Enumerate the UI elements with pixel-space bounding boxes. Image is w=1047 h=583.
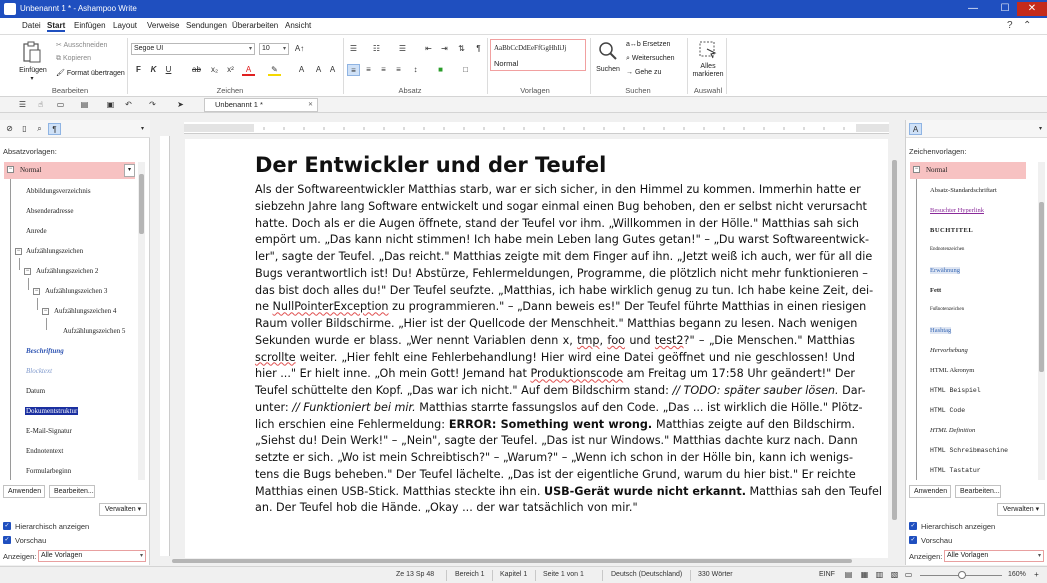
highlight-color-icon[interactable]: ✎ — [268, 64, 281, 76]
style-item[interactable]: Abbildungsverzeichnis — [26, 187, 91, 195]
close-button[interactable]: ✕ — [1017, 2, 1047, 16]
chapter-indicator: Kapitel 1 — [500, 571, 528, 578]
reading-view-icon[interactable]: ▭ — [904, 570, 913, 579]
tree-connector — [28, 278, 29, 290]
formatted-text[interactable]: // Funktioniert bei mir. — [292, 400, 416, 414]
document-line[interactable]: unter: // Funktioniert bei mir. Matthias starrte fassungslos auf den Code. „Das ... ist wirklich die Hölle." Plötz- — [255, 400, 863, 414]
char-style-item[interactable]: Hashtag — [930, 327, 952, 334]
paste-icon — [22, 41, 42, 63]
document-line[interactable]: Bugs verantwortlich ist! Du! Abstürze, Fehlermeldungen, Programme, die plötzlich nicht mehr funktionieren – — [255, 266, 868, 280]
character-styles-icon[interactable]: A — [909, 123, 922, 135]
char-style-item[interactable]: Endnotenzeichen — [930, 247, 965, 252]
align-left-icon[interactable]: ≡ — [347, 64, 360, 76]
pointer-icon[interactable]: ➤ — [177, 100, 184, 109]
font-size-value: 10 — [262, 45, 270, 52]
style-item[interactable]: E-Mail-Signatur — [26, 427, 72, 435]
tree-connector — [916, 168, 917, 480]
char-style-item[interactable]: Erwähnung — [930, 267, 960, 274]
help-icon[interactable]: ? — [1007, 20, 1013, 31]
document-line[interactable]: scrollte weiter. „Hier fehlt eine Fehlerbehandlung! Hier wird eine Datei geöffnet und nie geschlossen! Und — [255, 350, 855, 364]
minimize-button[interactable]: — — [968, 3, 978, 14]
style-item[interactable]: Endnotentext — [26, 447, 64, 455]
text-effects-icon[interactable]: A — [298, 65, 305, 74]
search-button[interactable] — [594, 39, 622, 79]
web-view-icon[interactable]: ▥ — [875, 570, 884, 579]
document-heading[interactable]: Der Entwickler und der Teufel — [255, 153, 607, 177]
insert-mode[interactable]: EINF — [819, 571, 835, 578]
panel-toolbar — [0, 120, 150, 138]
borders-icon[interactable]: □ — [463, 65, 468, 74]
edit-char-style-button[interactable]: Bearbeiten... — [955, 485, 1001, 498]
apply-char-style-button[interactable]: Anwenden — [909, 485, 951, 498]
edit-style-button[interactable]: Bearbeiten... — [49, 485, 95, 498]
app-icon — [4, 3, 16, 15]
chevron-down-icon: ▾ — [137, 506, 142, 513]
bold-button[interactable]: F — [136, 65, 141, 74]
document-line[interactable]: ler", sagte der Teufel. „Das reicht." Matthias zeigte mit dem Finger auf ihn. „Jetzt weiß ich auch, wer für all die — [255, 250, 873, 263]
chevron-down-icon: ▾ — [1037, 553, 1041, 559]
spelling-error[interactable]: test2 — [654, 333, 684, 347]
ribbon — [0, 35, 1047, 97]
char-style-item[interactable]: HTML Tastatur — [930, 467, 981, 474]
status-separator — [446, 570, 447, 581]
new-document-icon[interactable]: ▭ — [56, 100, 65, 109]
paragraph-marks-icon[interactable]: ¶ — [476, 44, 481, 53]
horizontal-ruler[interactable] — [184, 122, 889, 134]
scrollbar-thumb[interactable] — [1039, 202, 1044, 372]
apply-style-button[interactable]: Anwenden — [3, 485, 45, 498]
formatted-text[interactable]: ERROR: Something went wrong. — [448, 417, 653, 431]
paste-dropdown-icon: ▾ — [30, 76, 34, 82]
document-line[interactable]: hier ..." Er hielt inne. „Oh mein Gott! Jemand hat Produktionscode am Freitag um 17:58 Uhr geändert!" Der — [255, 367, 855, 381]
group-label-suchen: Suchen — [625, 86, 651, 95]
format-painter-label: Format übertragen — [66, 70, 125, 77]
chevron-down-icon: ▾ — [282, 46, 286, 52]
style-item[interactable]: Anrede — [26, 227, 47, 235]
redo-icon[interactable]: ↷ — [149, 100, 156, 109]
zoom-in-icon[interactable]: + — [1034, 570, 1039, 579]
underline-button[interactable]: U — [165, 65, 172, 74]
tree-connector — [19, 258, 20, 270]
char-style-item-normal[interactable] — [910, 162, 1026, 179]
save-icon[interactable]: ▣ — [106, 100, 115, 109]
document-tab-label: Unbenannt 1 * — [215, 100, 263, 109]
char-style-item[interactable]: BUCHTITEL — [930, 227, 974, 234]
bullet-list-icon[interactable]: ☰ — [349, 44, 358, 53]
show-filter-select[interactable] — [944, 550, 1044, 562]
title-bar — [0, 0, 1047, 18]
section-indicator: Bereich 1 — [455, 571, 485, 578]
show-filter-select[interactable] — [38, 550, 146, 562]
style-preview-text: AaBbCcDdEeFfGgHhIiJj — [494, 44, 567, 52]
tab-sendungen[interactable]: Sendungen — [186, 21, 227, 30]
document-line[interactable]: Teufel schüttelte den Kopf. „Das war ich nicht." Auf dem Bildschirm stand: // TODO: später sauber lösen. Dar- — [255, 384, 866, 397]
font-name-value: Segoe UI — [134, 45, 164, 52]
spelling-error[interactable]: tmp — [577, 333, 600, 347]
sort-icon[interactable]: ⇅ — [458, 44, 465, 53]
document-scrollbar[interactable] — [891, 136, 898, 556]
style-item-normal[interactable] — [4, 162, 135, 179]
maximize-button[interactable]: ☐ — [1000, 3, 1010, 14]
search-label: Suchen — [596, 66, 620, 73]
goto-label: Gehe zu — [634, 69, 662, 76]
outline-view-icon[interactable]: ▧ — [890, 570, 899, 579]
window-title: Unbenannt 1 * - Ashampoo Write — [20, 4, 137, 13]
hierarchical-label: Hierarchisch anzeigen — [921, 522, 996, 531]
show-filter-value: Alle Vorlagen — [41, 552, 83, 559]
cut-label: Ausschneiden — [63, 42, 108, 49]
style-item[interactable]: Absenderadresse — [26, 207, 74, 215]
char-style-item[interactable]: Fußnotenzeichen — [930, 307, 965, 312]
style-item[interactable]: Datum — [26, 387, 46, 395]
chevron-down-icon[interactable]: ▾ — [140, 126, 144, 132]
copy-label: Kopieren — [62, 55, 91, 62]
style-item[interactable]: Aufzählungszeichen 5 — [63, 327, 126, 335]
navigator-icon[interactable]: ⊘ — [6, 124, 13, 133]
document-line[interactable]: Als der Softwareentwickler Matthias starb, war er sich sicher, in den Himmel zu kommen. Immerhin hatte er — [255, 183, 861, 196]
numbered-list-icon[interactable]: ☷ — [372, 44, 381, 53]
justify-icon[interactable]: ≡ — [396, 65, 401, 74]
hierarchical-checkbox[interactable]: ✓ — [4, 523, 10, 529]
undo-icon[interactable]: ↶ — [125, 100, 132, 109]
hierarchical-checkbox[interactable]: ✓ — [910, 523, 916, 529]
hierarchical-label: Hierarchisch anzeigen — [15, 522, 90, 531]
document-tab[interactable] — [204, 98, 318, 112]
group-label-auswahl: Auswahl — [693, 86, 723, 95]
document-line[interactable]: „Siehst du! Dein Werk!" – „Nein", sagte der Teufel. „Das ist nur Windows." Matthias dachte kurz nach. Dann — [255, 434, 858, 448]
collapse-icon[interactable]: − — [914, 166, 919, 172]
vertical-ruler[interactable] — [160, 136, 170, 556]
tree-connector — [37, 298, 38, 310]
char-style-item[interactable]: Fett — [930, 287, 942, 294]
spelling-error[interactable]: foo — [607, 333, 626, 347]
search-icon — [598, 41, 618, 61]
style-item[interactable]: Beschriftung — [26, 347, 64, 355]
sidebar-toggle-icon[interactable]: ☰ — [18, 100, 27, 109]
zoom-slider-knob[interactable] — [958, 571, 966, 579]
preview-checkbox[interactable]: ✓ — [4, 537, 10, 543]
word-count: 330 Wörter — [698, 571, 733, 578]
scrollbar-thumb[interactable] — [892, 160, 897, 520]
scrollbar-thumb[interactable] — [139, 174, 144, 234]
paste-label: Einfügen — [19, 67, 47, 74]
replace-label: Ersetzen — [642, 41, 671, 48]
decrease-indent-icon[interactable]: ⇤ — [425, 44, 432, 53]
tree-connector — [10, 168, 11, 480]
ruler-ticks — [184, 122, 889, 134]
goto-icon: → — [626, 69, 633, 76]
layout-view-icon[interactable]: ▤ — [844, 570, 853, 579]
paste-button[interactable] — [14, 39, 50, 81]
manage-char-styles-label: Verwalten — [1002, 506, 1034, 513]
style-item[interactable]: Aufzählungszeichen — [26, 247, 84, 255]
tree-connector — [46, 318, 47, 330]
increase-indent-icon[interactable]: ⇥ — [441, 44, 448, 53]
show-label: Anzeigen: — [3, 552, 37, 561]
group-label-bearbeiten: Bearbeiten — [51, 86, 89, 95]
replace-icon: a↔b — [626, 41, 641, 48]
chevron-down-icon: ▾ — [139, 553, 143, 559]
paragraph-styles-panel — [0, 120, 150, 565]
style-item[interactable]: Blocktext — [26, 367, 53, 375]
status-separator — [690, 570, 691, 581]
font-color-icon[interactable]: A — [242, 64, 255, 76]
status-separator — [602, 570, 603, 581]
document-line[interactable]: das bist doch alles du!" Der Teufel seufzte. „Matthias, ich habe wirklich genug zu tun. Ich habe keine Zeit, dei- — [255, 283, 874, 297]
zoom-level[interactable]: 160% — [1008, 571, 1026, 578]
page-indicator: Seite 1 von 1 — [543, 571, 584, 578]
close-tab-icon[interactable]: ✕ — [307, 102, 313, 108]
char-style-item[interactable]: HTML Schreibmaschine — [930, 447, 1009, 454]
chevron-down-icon[interactable]: ▾ — [124, 164, 135, 177]
tab-layout[interactable]: Layout — [113, 21, 138, 30]
spelling-error[interactable]: Produktionscode — [530, 367, 624, 381]
replace-button[interactable] — [626, 41, 670, 48]
scrollbar-thumb[interactable] — [172, 559, 852, 563]
open-folder-icon[interactable]: ▤ — [80, 100, 89, 109]
group-label-vorlagen: Vorlagen — [520, 86, 550, 95]
formatted-text[interactable]: // TODO: später sauber lösen. — [672, 384, 839, 397]
language-indicator[interactable]: Deutsch (Deutschland) — [611, 571, 683, 578]
manage-styles-button[interactable] — [99, 503, 147, 516]
select-all-label-1: Alles — [700, 63, 716, 70]
spelling-error[interactable]: scrollte — [255, 350, 296, 364]
cursor-position: Ze 13 Sp 48 — [396, 571, 435, 578]
manage-styles-label: Verwalten — [104, 506, 136, 513]
document-page[interactable] — [185, 139, 888, 560]
find-next-label: Weitersuchen — [631, 55, 675, 62]
document-line[interactable]: empört um. „Das kann nicht stimmen! Ich habe mein Leben lang Gutes getan!" – „Du warst Softwareentwick- — [255, 233, 870, 247]
tab-verweise[interactable]: Verweise — [147, 21, 180, 30]
ribbon-separator — [127, 38, 128, 94]
goto-button[interactable] — [626, 69, 661, 76]
style-item[interactable]: Aufzählungszeichen 2 — [36, 267, 99, 275]
chevron-down-icon: ▾ — [1035, 506, 1040, 513]
document-line[interactable]: ne NullPointerException zu programmieren." – „Dann beweis es!" Der Teufel führte Matthias in einen riesigen — [255, 300, 867, 314]
collapse-ribbon-icon[interactable]: ⌃ — [1023, 20, 1032, 31]
status-bar — [0, 566, 1047, 583]
preview-checkbox[interactable]: ✓ — [910, 537, 916, 543]
select-all-button[interactable] — [692, 39, 724, 81]
strikethrough-button[interactable]: ab — [192, 65, 201, 74]
panel-toolbar — [906, 120, 1047, 138]
panel-heading: Zeichenvorlagen: — [909, 147, 967, 156]
document-line[interactable]: siebzehn Jahre lang Software entwickelt und sogar einmal einen Bug behoben, den er selbst nicht verursacht — [255, 199, 867, 213]
spelling-error[interactable]: NullPointerException — [272, 300, 389, 314]
ribbon-separator — [726, 38, 727, 94]
superscript-button[interactable]: x² — [227, 65, 234, 74]
char-style-item[interactable]: HTML Definition — [930, 427, 976, 434]
select-all-icon — [699, 41, 717, 59]
style-current-value: Normal — [494, 59, 519, 68]
collapse-icon[interactable]: − — [34, 288, 39, 294]
ribbon-separator — [343, 38, 344, 94]
search-icon[interactable]: ⌕ — [37, 124, 42, 133]
tab-datei[interactable]: Datei — [22, 21, 41, 30]
tab-start[interactable]: Start — [47, 21, 66, 30]
document-line[interactable]: lich erschien eine Fehlermeldung: ERROR: Something went wrong. Matthias zeigte auf den Bildschirm. — [255, 417, 856, 431]
style-gallery[interactable] — [490, 39, 586, 71]
format-painter-icon: 🖌 — [56, 70, 65, 77]
tab-ansicht[interactable]: Ansicht — [285, 21, 312, 30]
style-item[interactable]: Dokumentstruktur — [26, 407, 78, 415]
touch-mode-icon[interactable]: ☝ — [38, 100, 43, 109]
font-size-combo[interactable] — [259, 43, 289, 55]
align-right-icon[interactable]: ≡ — [381, 65, 386, 74]
find-next-icon: ⌕ — [626, 55, 630, 62]
char-style-scrollbar[interactable] — [1038, 162, 1045, 480]
document-line[interactable]: setzte er sich. „Wo ist mein Schreibtisch?" – „Warum?" – „Wenn ich schon in der Hölle bin, kann ich wenigs- — [255, 451, 853, 464]
panel-heading: Absatzvorlagen: — [3, 147, 57, 156]
preview-label: Vorschau — [15, 536, 47, 545]
quick-access-toolbar — [0, 97, 1047, 113]
horizontal-scrollbar[interactable] — [170, 558, 890, 564]
copy-button[interactable]: ⧉ Kopieren — [56, 55, 91, 62]
char-style-item[interactable]: HTML Code — [930, 407, 966, 414]
find-next-button[interactable] — [626, 55, 675, 63]
grow-font-icon[interactable]: A↑ — [294, 44, 305, 53]
collapse-icon[interactable]: − — [43, 308, 48, 314]
show-label: Anzeigen: — [909, 552, 943, 561]
char-style-item[interactable]: Absatz-Standardschriftart — [930, 187, 997, 194]
tab-einfuegen[interactable]: Einfügen — [74, 21, 106, 30]
subscript-button[interactable]: x₂ — [210, 65, 219, 74]
draft-view-icon[interactable]: ▦ — [860, 570, 869, 579]
chevron-down-icon: ▾ — [248, 46, 252, 52]
style-item[interactable]: Aufzählungszeichen 3 — [45, 287, 108, 295]
char-style-item[interactable]: Hervorhebung — [930, 347, 968, 354]
menu-bar — [0, 18, 1047, 35]
align-center-icon[interactable]: ≡ — [366, 65, 371, 74]
status-separator — [535, 570, 536, 581]
document-line[interactable]: an. Der Teufel hob die Hände. „Okay ... der war tatsächlich von mir." — [255, 501, 638, 515]
char-style-item[interactable]: Besuchter Hyperlink — [930, 207, 984, 214]
lower-case-icon[interactable]: A — [329, 65, 336, 74]
group-label-zeichen: Zeichen — [216, 86, 244, 95]
format-painter-button[interactable] — [56, 69, 125, 77]
status-separator — [492, 570, 493, 581]
preview-label: Vorschau — [921, 536, 953, 545]
collapse-icon[interactable]: − — [16, 248, 21, 254]
char-style-item[interactable]: HTML Beispiel — [930, 387, 981, 394]
char-style-item[interactable]: HTML Akronym — [930, 367, 975, 374]
document-line[interactable]: hatte. Doch als er die Augen öffnete, stand der Teufel vor ihm. „Willkommen in der Hölle." Matthias sah sich — [255, 216, 860, 230]
ribbon-separator — [487, 38, 488, 94]
style-item[interactable]: Formularbeginn — [26, 467, 72, 475]
upper-case-icon[interactable]: A — [315, 65, 322, 74]
chevron-down-icon[interactable]: ▾ — [1038, 126, 1042, 132]
style-item-normal-label: Normal — [20, 166, 42, 174]
pages-icon[interactable]: ▯ — [22, 124, 27, 133]
document-line[interactable]: tens die Bugs beheben." Der Teufel lächelte. „Das ist der eigentliche Grund, warum du hier bist." Er reichte — [255, 467, 856, 481]
document-line[interactable]: Raum voller Bildschirme. „Hier ist der Quellcode der Menschheit." Matthias begann zu lesen. Nach wenigen — [255, 317, 858, 330]
font-name-combo[interactable] — [131, 43, 255, 55]
collapse-icon[interactable]: − — [25, 268, 30, 274]
formatted-text[interactable]: USB-Gerät wurde nicht erkannt. — [544, 484, 746, 498]
select-all-label-2: markieren — [692, 71, 724, 78]
show-filter-value: Alle Vorlagen — [947, 552, 989, 559]
line-spacing-icon[interactable]: ↕ — [413, 65, 418, 74]
ribbon-separator — [590, 38, 591, 94]
style-item[interactable]: Aufzählungszeichen 4 — [54, 307, 117, 315]
shading-icon[interactable]: ■ — [438, 65, 443, 74]
cut-button[interactable]: ✂ Ausschneiden — [56, 42, 108, 49]
collapse-icon[interactable]: − — [8, 166, 13, 172]
manage-char-styles-button[interactable] — [997, 503, 1045, 516]
tab-ueberarbeiten[interactable]: Überarbeiten — [232, 21, 279, 30]
italic-button[interactable]: K — [150, 65, 157, 74]
style-list-scrollbar[interactable] — [138, 162, 145, 480]
multilevel-list-icon[interactable]: ☰ — [398, 44, 407, 53]
char-style-item-normal-label: Normal — [926, 166, 948, 174]
character-styles-panel — [905, 120, 1047, 565]
paragraph-styles-icon[interactable]: ¶ — [48, 123, 61, 135]
group-label-absatz: Absatz — [398, 86, 422, 95]
document-line[interactable]: Matthias einen USB-Stick. Matthias steckte ihn ein. USB-Gerät wurde nicht erkannt. Matthias sah den Teufel — [255, 484, 883, 498]
document-line[interactable]: Sekunden wurde er blass. „Wer nennt Variablen denn x, tmp, foo und test2?" – „Die Menschen." Matthias — [255, 333, 855, 347]
